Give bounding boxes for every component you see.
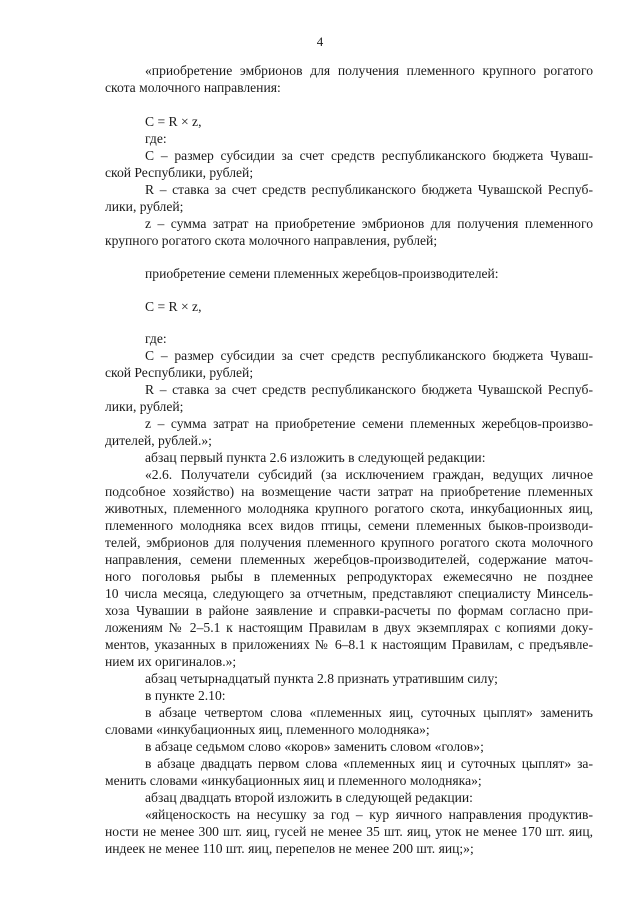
text-line: лики, рублей; [105, 399, 184, 414]
text-line: животных, племенного молодняка крупного рогатого скота, инкубационных яиц, [105, 501, 593, 516]
text-line: дителей, рублей.»; [105, 433, 212, 448]
text-line: менить словами «инкубационных яиц и племенного молодняка»; [105, 773, 482, 788]
text-line: скота молочного направления: [105, 80, 281, 95]
text-line: в абзаце седьмом слово «коров» заменить словом «голов»; [145, 739, 484, 754]
text-line: ской Республики, рублей; [105, 365, 254, 380]
formula-line: C = R × z, [145, 299, 202, 314]
text-line: где: [145, 131, 167, 146]
text-line: хоза Чувашии в районе заявление и справки-расчеты по формам согласно при- [105, 603, 593, 618]
text-line: z – сумма затрат на приобретение семени племенных жеребцов-произво- [145, 416, 593, 431]
text-line: телей, эмбрионов для получения племенного крупного рогатого скота молочного [105, 535, 593, 550]
text-line: ного поголовья рыбы в племенных репродукторах ежемесячно не позднее [105, 569, 593, 584]
text-line: ской Республики, рублей; [105, 165, 254, 180]
text-line: C – размер субсидии за счет средств республиканского бюджета Чуваш- [145, 348, 593, 363]
text-line: абзац двадцать второй изложить в следующей редакции: [145, 790, 473, 805]
text-line: «яйценоскость на несушку за год – кур яичного направления продуктив- [145, 807, 593, 822]
text-line: словами «инкубационных яиц, племенного молодняка»; [105, 722, 430, 737]
text-line: где: [145, 331, 167, 346]
text-line: R – ставка за счет средств республиканского бюджета Чувашской Респуб- [145, 382, 593, 397]
formula-line: C = R × z, [145, 114, 202, 129]
text-line: нием их оригиналов.»; [105, 654, 237, 669]
text-line: ложениям № 2–5.1 к настоящим Правилам в двух экземплярах с копиями доку- [105, 620, 593, 635]
text-line: приобретение семени племенных жеребцов-производителей: [145, 266, 499, 281]
text-line: ности не менее 300 шт. яиц, гусей не менее 35 шт. яиц, уток не менее 170 шт. яиц, [105, 824, 593, 839]
text-line: ментов, указанных в приложениях № 6–8.1 к настоящим Правилам, с предъявле- [105, 637, 593, 652]
text-line: подсобное хозяйство) на возмещение части затрат на приобретение племенных [105, 484, 593, 499]
text-line: племенного молодняка всех видов птицы, семени племенных быков-производи- [105, 518, 593, 533]
text-line: в абзаце двадцать первом слова «племенных яиц и суточных цыплят» за- [145, 756, 593, 771]
page-number: 4 [316, 34, 324, 49]
text-line: индеек не менее 110 шт. яиц, перепелов не менее 200 шт. яиц;»; [105, 841, 474, 856]
text-line: в абзаце четвертом слова «племенных яиц, суточных цыплят» заменить [145, 705, 593, 720]
text-line: 10 числа месяца, следующего за отчетным, представляют специалисту Минсель- [105, 586, 593, 601]
text-line: абзац четырнадцатый пункта 2.8 признать утратившим силу; [145, 671, 498, 686]
text-line: крупного рогатого скота молочного направления, рублей; [105, 233, 438, 248]
text-line: C – размер субсидии за счет средств республиканского бюджета Чуваш- [145, 148, 593, 163]
text-line: R – ставка за счет средств республиканского бюджета Чувашской Респуб- [145, 182, 593, 197]
text-line: «2.6. Получатели субсидий (за исключением граждан, ведущих личное [145, 467, 593, 482]
text-line: в пункте 2.10: [145, 688, 226, 703]
text-line: абзац первый пункта 2.6 изложить в следующей редакции: [145, 450, 486, 465]
text-line: направления, семени племенных жеребцов-производителей, содержание маточ- [105, 552, 593, 567]
text-line: z – сумма затрат на приобретение эмбрионов для получения племенного [145, 216, 593, 231]
text-line: лики, рублей; [105, 199, 184, 214]
text-line: «приобретение эмбрионов для получения племенного крупного рогатого [145, 63, 593, 78]
